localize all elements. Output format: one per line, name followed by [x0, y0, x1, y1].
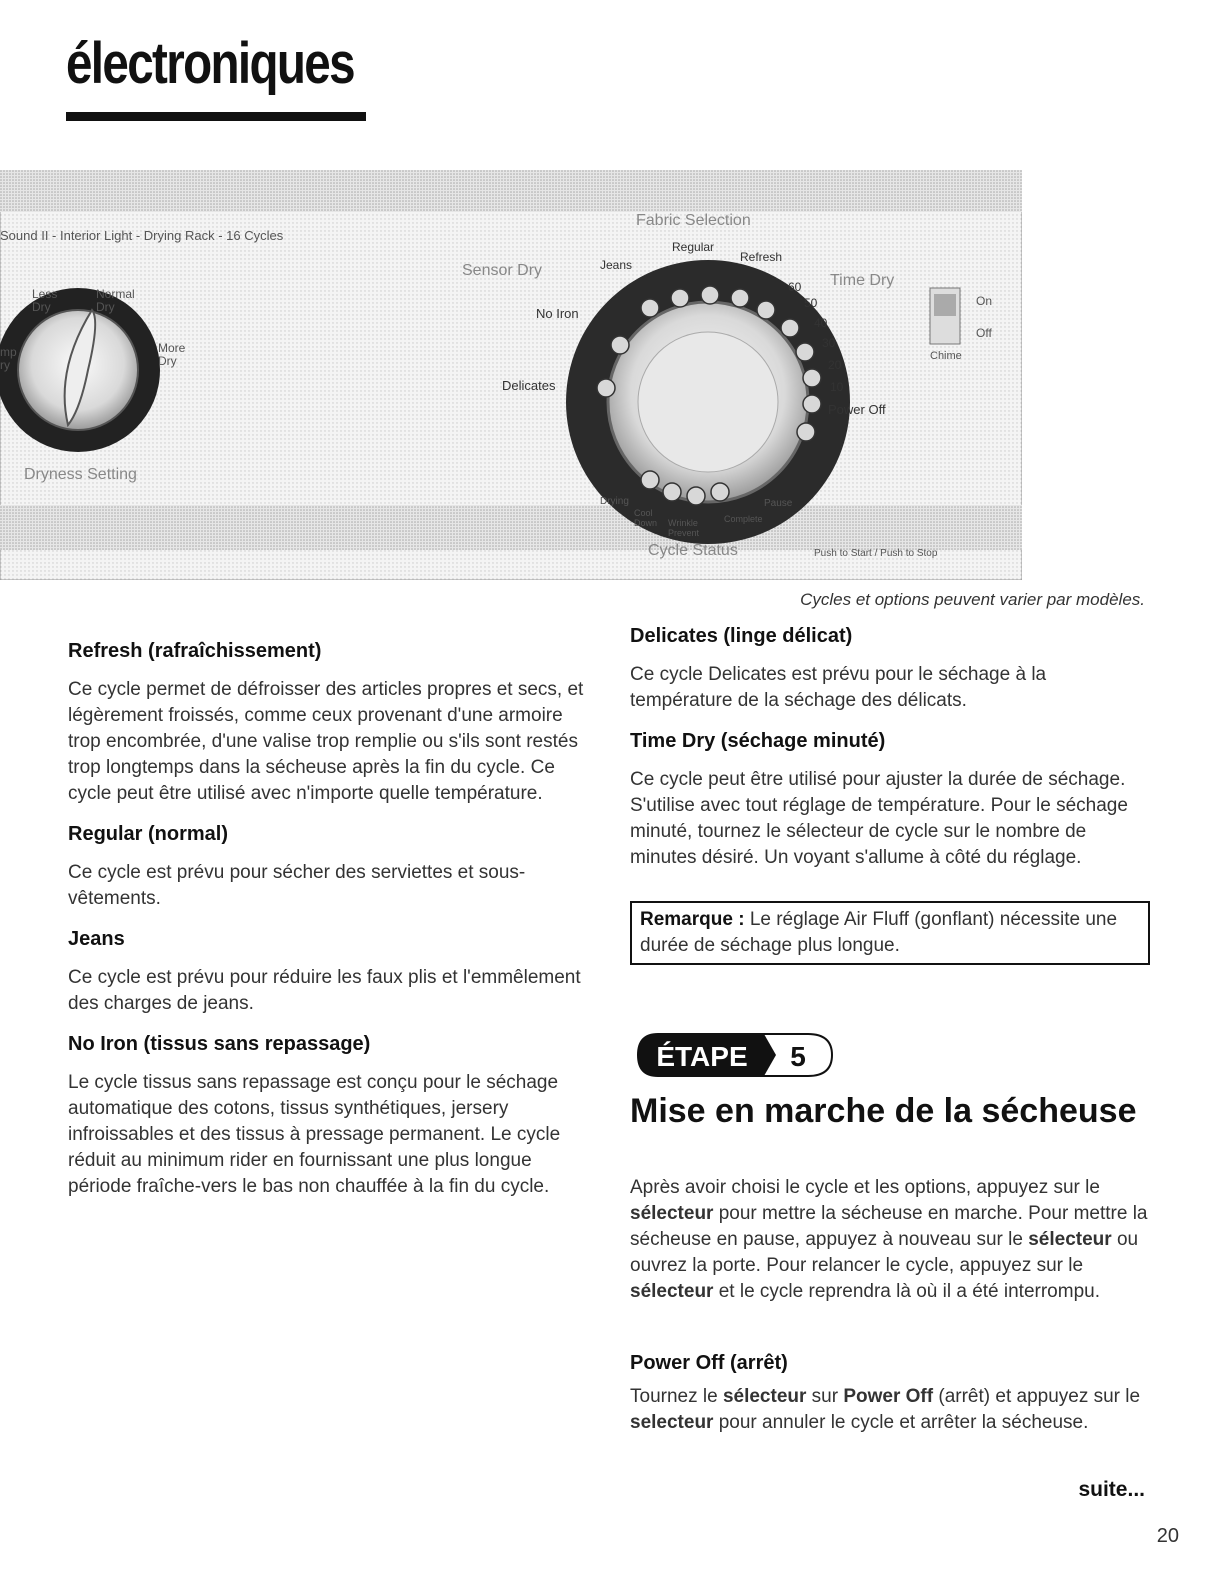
step-number: 5 — [790, 1041, 806, 1072]
dryness-setting-label: Dryness Setting — [24, 466, 137, 483]
no-iron-label: No Iron — [536, 306, 579, 321]
power-off-text: Tournez le sélecteur sur Power Off (arrêt) et appuyez sur le selecteur pour annuler le cycle et arrêter la sécheuse. — [630, 1386, 1141, 1433]
pause-status-label: Pause — [764, 498, 793, 509]
remark-label: Remarque : — [640, 909, 745, 930]
drying-status-label: Drying — [600, 496, 629, 507]
step-badge — [636, 1032, 846, 1078]
right-column — [630, 625, 1150, 965]
control-panel-illustration — [0, 170, 1022, 580]
sensor-dry-label: Sensor Dry — [462, 262, 543, 279]
time-30: 30 — [822, 336, 836, 350]
start-dryer-text: Après avoir choisi le cycle et les options, appuyez sur le sélecteur pour mettre la sécheuse en marche. Pour mettre la sécheuse en pause, appuyez à nouveau sur le sélecteur ou ouvrez la porte. Pour relancer le cycle, appuyez sur le sélecteur et le cycle reprendra là où il a été interrompu. — [630, 1177, 1148, 1302]
time-dry-heading: Time Dry (séchage minuté) — [630, 730, 886, 752]
jeans-text: Ce cycle est prévu pour réduire les faux plis et l'emmêlement des charges de jeans. — [68, 967, 581, 1014]
jeans-heading: Jeans — [68, 928, 125, 950]
wrinkle-prevent-status-label: Wrinkle Prevent — [668, 518, 700, 538]
regular-label: Regular — [672, 240, 715, 254]
damp-dry-label: mp ry — [0, 345, 17, 372]
time-dry-text: Ce cycle peut être utilisé pour ajuster la durée de séchage. S'utilise avec tout réglage de température. Pour le séchage minuté, tournez le sélecteur de cycle sur le nombre de minutes désiré. Un voyant s'allume à côté du réglage. — [630, 769, 1128, 868]
refresh-text: Ce cycle permet de défroisser des articles propres et secs, et légèrement froissés, comme ceux provenant d'une armoire trop encombrée, d'une valise trop remplie ou s'ils sont restés trop longtemps dans la sécheuse après la fin du cycle. Ce cycle peut être utilisé avec n'importe quelle température. — [68, 679, 584, 804]
continued-label: suite... — [1078, 1478, 1145, 1501]
chime-on-label: On — [976, 294, 993, 308]
regular-text: Ce cycle est prévu pour sécher des serviettes et sous-vêtements. — [68, 862, 526, 909]
power-off-heading: Power Off (arrêt) — [630, 1352, 788, 1374]
page-number: 20 — [1156, 1525, 1179, 1547]
regular-heading: Regular (normal) — [68, 823, 229, 845]
models-caption: Cycles et options peuvent varier par modèles. — [800, 590, 1145, 609]
cycle-status-label: Cycle Status — [648, 542, 738, 559]
left-column — [68, 640, 588, 1216]
power-off-label: Power Off — [828, 402, 886, 417]
remark-text: Le réglage Air Fluff (gonflant) nécessite une durée de séchage plus longue. — [640, 909, 1118, 956]
normal-dry-label: Normal Dry — [96, 287, 135, 314]
time-50: 50 — [804, 296, 818, 310]
delicates-heading: Delicates (linge délicat) — [630, 625, 853, 647]
chime-label: Chime — [930, 350, 962, 362]
no-iron-heading: No Iron (tissus sans repassage) — [68, 1033, 371, 1055]
refresh-heading: Refresh (rafraîchissement) — [68, 640, 322, 662]
step-label: ÉTAPE — [656, 1041, 748, 1072]
fabric-selection-label: Fabric Selection — [636, 212, 751, 229]
features-label: Sound II - Interior Light - Drying Rack - 16 Cycles — [0, 228, 284, 243]
remark-box — [630, 901, 1150, 965]
delicates-text: Ce cycle Delicates est prévu pour le séchage à la température de la séchage des délicats. — [630, 664, 1047, 711]
page-title: électroniques — [66, 31, 354, 96]
more-dry-label: More Dry — [158, 341, 186, 368]
start-dryer-heading: Mise en marche de la sécheuse — [630, 1092, 1137, 1130]
title-underline — [66, 112, 366, 121]
cool-down-status-label: Cool Down — [634, 508, 658, 528]
time-20: 20 — [828, 358, 842, 372]
time-10: 10 — [830, 380, 844, 394]
complete-status-label: Complete — [724, 514, 763, 524]
time-60: 60 — [788, 280, 802, 294]
no-iron-text: Le cycle tissus sans repassage est conçu pour le séchage automatique des cotons, tissus synthétiques, jersery infroissables et des tissus à pressage permanent. Le cycle réduit au minimum rider en fournissant une plus longue période fraîche-vers le bas non chauffée à la fin du cycle. — [68, 1072, 561, 1197]
push-start-stop-label: Push to Start / Push to Stop — [814, 548, 938, 559]
less-dry-label: Less Dry — [32, 287, 58, 314]
chime-off-label: Off — [976, 326, 992, 340]
delicates-label: Delicates — [502, 378, 556, 393]
refresh-label: Refresh — [740, 250, 783, 264]
time-dry-label: Time Dry — [830, 272, 895, 289]
time-40: 40 — [814, 316, 828, 330]
jeans-label: Jeans — [600, 258, 633, 272]
